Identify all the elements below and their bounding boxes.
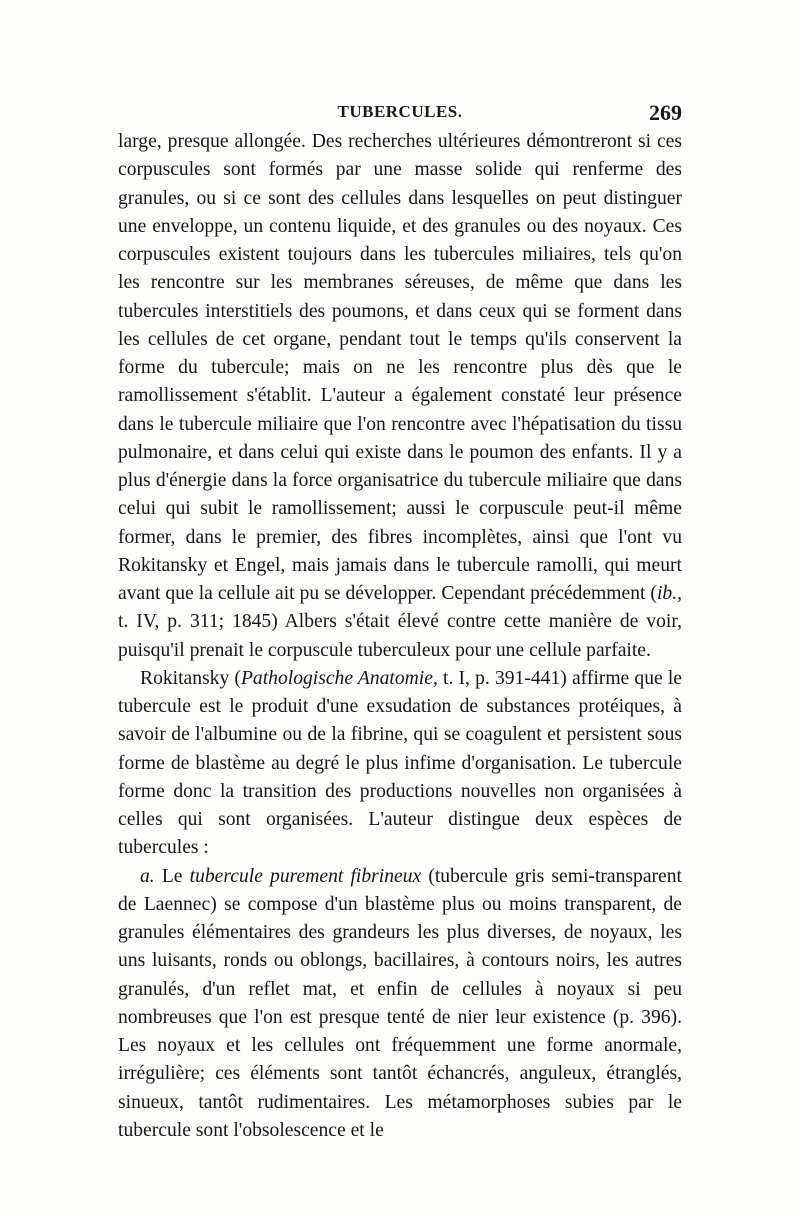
paragraph-2 (118, 665, 682, 863)
paragraph-3-letter: a. (140, 865, 155, 887)
page-header (118, 100, 682, 130)
page-number: 269 (649, 100, 682, 125)
paragraph-1 (118, 128, 682, 665)
paragraph-2-book-title: Pathologische Anatomie, (240, 667, 438, 689)
body-text (118, 128, 682, 1145)
paragraph-1-ibid: ib. (656, 583, 678, 604)
paragraph-1-text-b: , t. IV, p. 311; 1845) Albers s'était élevé contre cette manière de voir, puisqu'il prenait le corpuscule tuberculeux pour une cellule parfaite. (118, 583, 682, 661)
paragraph-3-term: tubercule purement fibrineux (189, 865, 422, 887)
paragraph-3 (118, 863, 682, 1146)
paragraph-2-text-b: t. I, p. 391-441) affirme que le tubercule est le produit d'une exsudation de substances protéiques, à savoir de l'albumine ou de la fibrine, qui se coagulent et persistent sous forme de blastème au degré le plus infime d'organisation. Le tubercule forme donc la transition des productions nouvelles non organisées à celles qui sont organisées. L'auteur distingue deux espèces de tubercules : (118, 667, 683, 859)
paragraph-2-text-a: Rokitansky ( (140, 667, 241, 689)
paragraph-3-text-b: (tubercule gris semi-transparent de Laennec) se compose d'un blastème plus ou moins transparent, de granules élémentaires des grandeurs les plus diverses, de noyaux, les uns luisants, ronds ou oblongs, bacillaires, à contours noirs, les autres granulés, d'un reflet mat, et enfin de cellules à noyaux si peu nombreuses que l'on est presque tenté de nier leur existence (p. 396). Les noyaux et les cellules ont fréquemment une forme anormale, irrégulière; ces éléments sont tantôt échancrés, anguleux, étranglés, sinueux, tantôt rudimentaires. Les métamorphoses subies par le tubercule sont l'obsolescence et le (118, 865, 682, 1141)
paragraph-1-text-a: large, presque allongée. Des recherches ultérieures démontreront si ces corpuscules sont formés par une masse solide qui renferme des granules, ou si ce sont des cellules dans lesquelles on peut distinguer une enveloppe, un contenu liquide, et des granules ou des noyaux. Ces corpuscules existent toujours dans les tubercules miliaires, tels qu'on les rencontre sur les membranes séreuses, de même que dans les tubercules interstitiels des poumons, et dans ceux qui se forment dans les cellules de cet organe, pendant tout le temps qu'ils conservent la forme du tubercule; mais on ne les rencontre plus dès que le ramollissement s'établit. L'auteur a également constaté leur présence dans le tubercule miliaire que l'on rencontre avec l'hépatisation du tissu pulmonaire, et dans celui qui existe dans le poumon des enfants. Il y a plus d'énergie dans la force organisatrice du tubercule miliaire que dans celui qui subit le ramollissement; aussi le corpuscule peut-il même former, dans le premier, des fibres incomplètes, ainsi que l'ont vu Rokitansky et Engel, mais jamais dans le tubercule ramolli, qui meurt avant que la cellule ait pu se développer. Cependant précédemment ( (118, 131, 682, 604)
paragraph-3-text-a: Le (154, 865, 190, 887)
running-title: TUBERCULES. (337, 102, 463, 121)
